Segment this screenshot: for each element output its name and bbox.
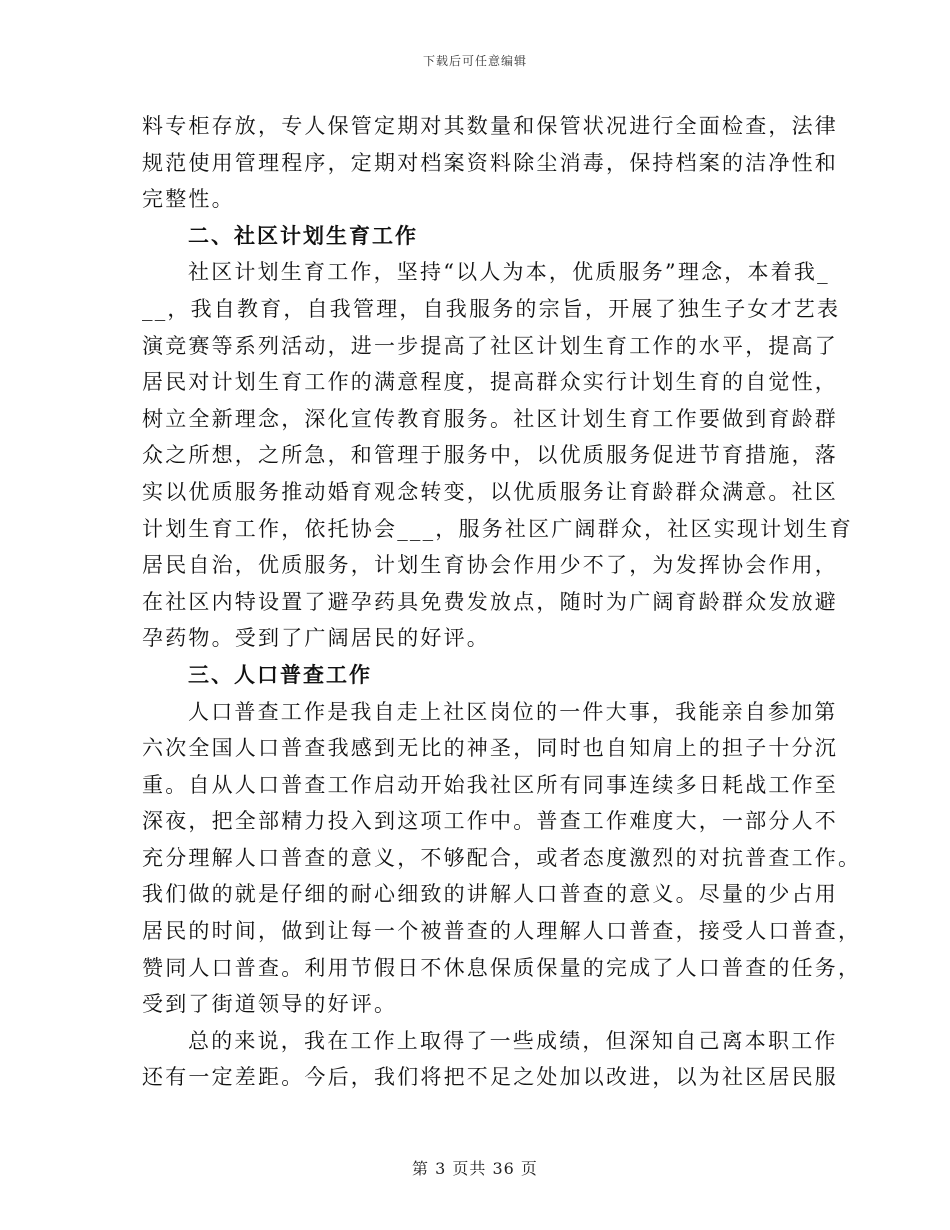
paragraph-line: 在社区内特设置了避孕药具免费发放点，随时为广阔育龄群众发放避 <box>142 589 838 614</box>
paragraph-line: 众之所想，之所急，和管理于服务中，以优质服务促进节育措施，落 <box>142 443 838 468</box>
paragraph-line: 还有一定差距。今后，我们将把不足之处加以改进，以为社区居民服 <box>142 1065 838 1090</box>
paragraph-line: 受到了街道领导的好评。 <box>142 992 398 1017</box>
paragraph-line: 孕药物。受到了广阔居民的好评。 <box>142 626 490 651</box>
paragraph-line: 规范使用管理程序，定期对档案资料除尘消毒，保持档案的洁净性和 <box>142 150 838 175</box>
page-footer: 第 3 页共 36 页 <box>412 1159 538 1178</box>
paragraph-line: 树立全新理念，深化宣传教育服务。社区计划生育工作要做到育龄群 <box>142 406 838 431</box>
paragraph-line: 居民自治，优质服务，计划生育协会作用少不了，为发挥协会作用， <box>142 553 838 578</box>
paragraph-line: 人口普查工作是我自走上社区岗位的一件大事，我能亲自参加第 <box>188 699 838 724</box>
paragraph-line: 居民对计划生育工作的满意程度，提高群众实行计划生育的自觉性， <box>142 370 838 395</box>
paragraph-line: 充分理解人口普查的意义，不够配合，或者态度激烈的对抗普查工作。 <box>142 845 862 870</box>
paragraph-line: 实以优质服务推动婚育观念转变，以优质服务让育龄群众满意。社区 <box>142 479 838 504</box>
paragraph-line: 我们做的就是仔细的耐心细致的讲解人口普查的意义。尽量的少占用 <box>142 882 838 907</box>
paragraph-line: 料专柜存放，专人保管定期对其数量和保管状况进行全面检查，法律 <box>142 114 838 138</box>
paragraph-line: 计划生育工作，依托协会___，服务社区广阔群众，社区实现计划生育 <box>142 516 853 541</box>
paragraph-line: __，我自教育，自我管理，自我服务的宗旨，开展了独生子女才艺表 <box>142 296 841 321</box>
page-header: 下载后可任意编辑 <box>422 54 527 68</box>
section-heading: 三、人口普查工作 <box>188 662 372 687</box>
paragraph-line: 总的来说，我在工作上取得了一些成绩，但深知自己离本职工作 <box>188 1028 838 1053</box>
paragraph-line: 社区计划生育工作，坚持“以人为本，优质服务”理念，本着我_ <box>188 260 830 285</box>
paragraph-line: 居民的时间，做到让每一个被普查的人理解人口普查，接受人口普查， <box>142 919 862 944</box>
section-heading: 二、社区计划生育工作 <box>188 223 418 248</box>
document-body <box>142 108 862 1096</box>
paragraph-line: 六次全国人口普查我感到无比的神圣，同时也自知肩上的担子十分沉 <box>142 736 838 761</box>
paragraph-line: 重。自从人口普查工作启动开始我社区所有同事连续多日耗战工作至 <box>142 772 838 797</box>
paragraph-line: 完整性。 <box>142 187 235 212</box>
paragraph-line: 赞同人口普查。利用节假日不休息保质保量的完成了人口普查的任务， <box>142 955 862 980</box>
paragraph-line: 深夜，把全部精力投入到这项工作中。普查工作难度大，一部分人不 <box>142 809 838 834</box>
paragraph-line: 演竞赛等系列活动，进一步提高了社区计划生育工作的水平，提高了 <box>142 333 838 358</box>
